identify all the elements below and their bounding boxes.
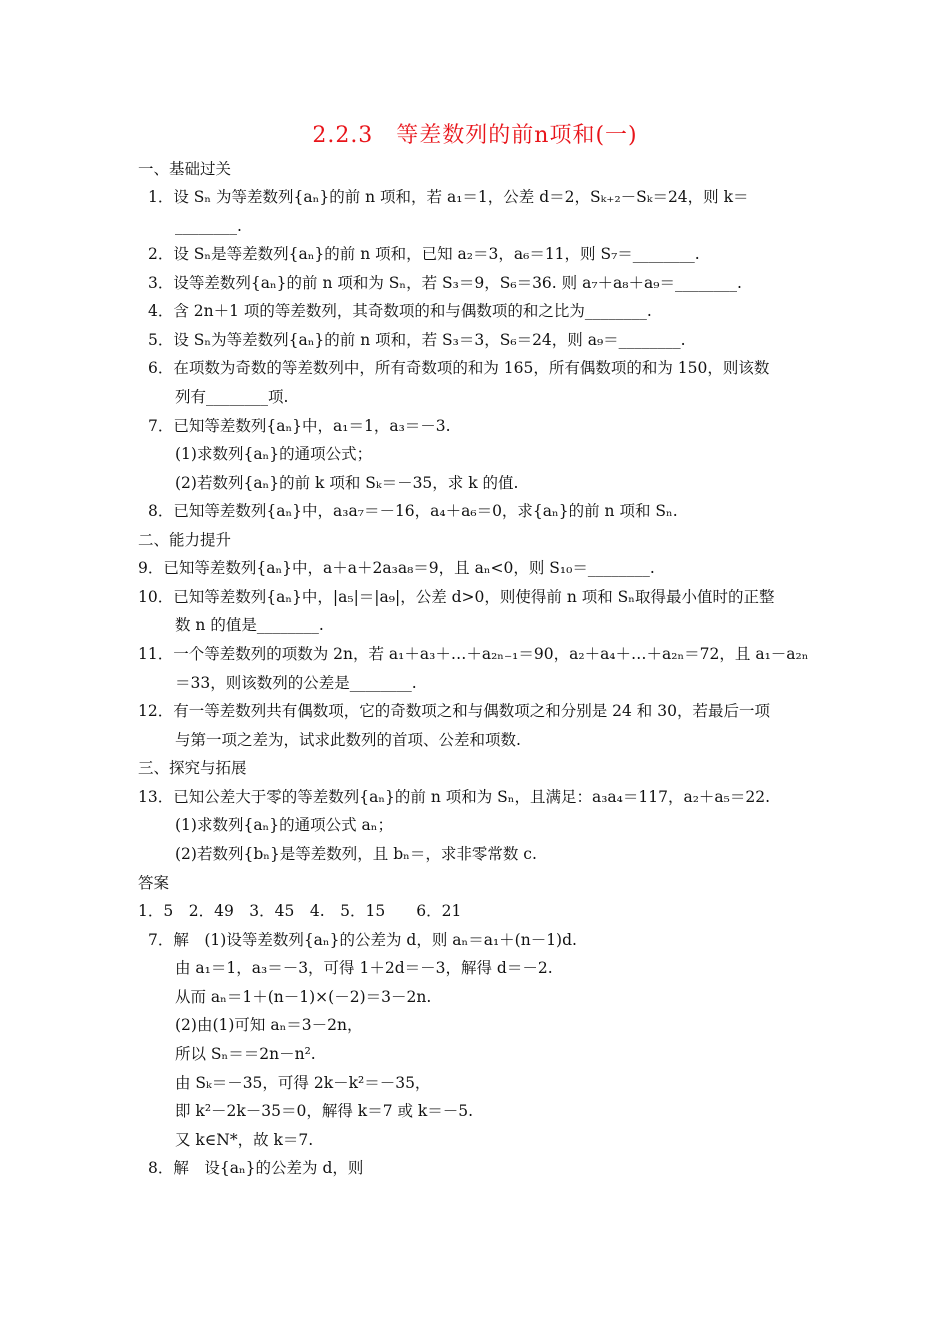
question-6: 6．在项数为奇数的等差数列中，所有奇数项的和为 165，所有偶数项的和为 150，则该数 [148,359,770,377]
question-11-cont: ＝33，则该数列的公差是________. [175,674,417,692]
question-13-part-1: (1)求数列{aₙ}的通项公式 aₙ； [175,816,393,834]
question-10: 10．已知等差数列{aₙ}中，|a₅|＝|a₉|，公差 d>0，则使得前 n 项和 Sₙ取得最小值时的正整 [138,588,775,606]
question-3: 3．设等差数列{aₙ}的前 n 项和为 Sₙ，若 S₃＝9，S₆＝36. 则 a₇＋a₈＋a₉＝________. [148,274,742,292]
answer-7-step-4: 所以 Sₙ＝＝2n－n². [175,1045,316,1063]
answer-7-step-6: 即 k²－2k－35＝0，解得 k＝7 或 k＝－5. [175,1102,474,1120]
question-1: 1．设 Sₙ 为等差数列{aₙ}的前 n 项和，若 a₁＝1，公差 d＝2，Sₖ₊₂－Sₖ＝24，则 k＝ [148,188,749,206]
question-10-cont: 数 n 的值是________. [175,616,324,634]
question-5: 5．设 Sₙ为等差数列{aₙ}的前 n 项和，若 S₃＝3，S₆＝24，则 a₉＝________. [148,331,686,349]
question-12-cont: 与第一项之差为，试求此数列的首项、公差和项数. [175,731,521,749]
answer-7: 7．解 (1)设等差数列{aₙ}的公差为 d，则 aₙ＝a₁＋(n－1)d. [148,931,577,949]
section-heading-explore: 三、探究与拓展 [138,759,247,777]
question-11: 11．一个等差数列的项数为 2n，若 a₁＋a₃＋…＋a₂ₙ₋₁＝90，a₂＋a₄＋…＋a₂ₙ＝72，且 a₁－a₂ₙ [138,645,809,663]
question-9: 9．已知等差数列{aₙ}中，a＋a＋2a₃a₈＝9，且 aₙ<0，则 S₁₀＝________. [138,559,655,577]
question-7-part-1: (1)求数列{aₙ}的通项公式； [175,445,373,463]
question-12: 12．有一等差数列共有偶数项，它的奇数项之和与偶数项之和分别是 24 和 30，若最后一项 [138,702,770,720]
answers-1-to-6: 1．5 2．49 3．45 4. 5．15 6．21 [138,902,462,920]
section-heading-ability: 二、能力提升 [138,531,232,549]
question-7: 7．已知等差数列{aₙ}中，a₁＝1，a₃＝－3. [148,417,451,435]
page-title: 2.2.3 等差数列的前n项和(一) [312,123,638,148]
answer-7-step-2: 从而 aₙ＝1＋(n－1)×(－2)＝3－2n. [175,988,432,1006]
answer-7-step-7: 又 k∈N*，故 k＝7. [175,1131,314,1149]
question-2: 2．设 Sₙ是等差数列{aₙ}的前 n 项和，已知 a₂＝3，a₆＝11，则 S₇＝________. [148,245,700,263]
question-7-part-2: (2)若数列{aₙ}的前 k 项和 Sₖ＝－35，求 k 的值. [175,474,519,492]
question-6-cont: 列有________项. [175,388,289,406]
question-4: 4．含 2n＋1 项的等差数列，其奇数项的和与偶数项的和之比为________. [148,302,652,320]
answer-7-step-1: 由 a₁＝1，a₃＝－3，可得 1＋2d＝－3，解得 d＝－2. [175,959,553,977]
answer-8: 8．解 设{aₙ}的公差为 d，则 [148,1159,364,1177]
section-heading-basic: 一、基础过关 [138,160,232,178]
question-13-part-2: (2)若数列{bₙ}是等差数列，且 bₙ＝，求非零常数 c. [175,845,537,863]
question-8: 8．已知等差数列{aₙ}中，a₃a₇＝－16，a₄＋a₆＝0，求{aₙ}的前 n 项和 Sₙ. [148,502,678,520]
question-13: 13．已知公差大于零的等差数列{aₙ}的前 n 项和为 Sₙ，且满足：a₃a₄＝117，a₂＋a₅＝22. [138,788,771,806]
answer-7-step-3: (2)由(1)可知 aₙ＝3－2n， [175,1016,363,1034]
answer-7-step-5: 由 Sₖ＝－35，可得 2k－k²＝－35， [175,1074,431,1092]
answers-heading: 答案 [138,874,170,892]
question-1-blank: ________. [175,217,242,235]
